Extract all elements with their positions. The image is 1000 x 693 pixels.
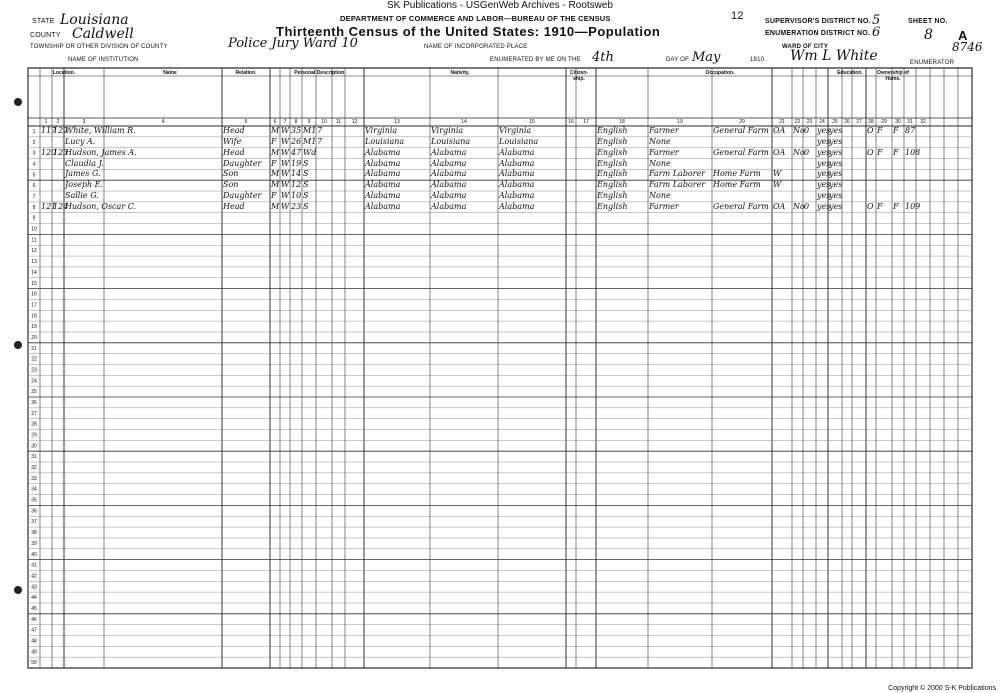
row-5-race-cell: W (281, 169, 290, 179)
sheet-side: A (958, 28, 968, 43)
row-3-family-cell: 123 (53, 147, 69, 157)
row-3-free-cell: F (877, 147, 883, 157)
row-number: 43 (31, 584, 37, 591)
copyright-text: Copyright © 2000 S-K Publications (888, 685, 996, 692)
row-1-out-cell: No (793, 126, 805, 135)
row-4-mother-cell: Alabama (499, 158, 535, 168)
row-5-mother-cell: Alabama (499, 169, 535, 179)
row-2-relation-cell: Wife (223, 136, 242, 146)
occupation-group-header: Occupation. (705, 70, 735, 76)
row-6-class-cell: W (773, 180, 782, 190)
row-8-language-cell: English (597, 201, 628, 211)
row-6-marital-cell: S (303, 180, 309, 190)
column-number: 8 (294, 119, 298, 125)
row-1-farm-cell: F (893, 126, 899, 135)
row-number: 25 (31, 389, 37, 396)
row-1-dwelling-cell: 117 (41, 126, 57, 135)
row-3-mother-cell: Alabama (499, 147, 535, 157)
row-number: 15 (31, 280, 37, 287)
row-3-age-cell: 47 (291, 147, 302, 157)
row-3-name-cell: Hudson, James A. (65, 147, 137, 157)
row-2-years-cell: 7 (317, 136, 323, 146)
column-number: 14 (461, 119, 467, 125)
row-3-dwelling-cell: 120 (41, 147, 57, 157)
row-number: 9 (32, 215, 36, 222)
row-1-age-cell: 35 (291, 126, 302, 135)
column-number: 28 (868, 119, 874, 125)
row-3-out-cell: No (793, 147, 805, 157)
column-number: 15 (529, 119, 535, 125)
ward-label: WARD OF CITY (782, 44, 829, 50)
row-2-marital-cell: M1 (303, 136, 317, 146)
column-number: 22 (794, 119, 801, 125)
personal-group-header: Personal Description. (294, 70, 346, 76)
column-number: 26 (844, 119, 850, 125)
row-7-mother-cell: Alabama (499, 191, 535, 201)
column-number: 16 (568, 119, 574, 125)
row-7-marital-cell: S (303, 191, 309, 201)
row-number: 12 (31, 248, 37, 255)
row-1-weeks-cell: 0 (804, 126, 810, 135)
row-8-name-cell: Hudson, Oscar C. (65, 201, 137, 211)
row-4-language-cell: English (597, 158, 628, 168)
row-6-sex-cell: M (271, 180, 280, 190)
row-6-relation-cell: Son (223, 180, 239, 190)
row-1-years-cell: 7 (317, 126, 323, 135)
row-3-weeks-cell: 0 (804, 147, 810, 157)
row-8-trade-cell: Farmer (649, 201, 679, 211)
row-1-marital-cell: M1 (303, 126, 317, 135)
row-6-industry-cell: Home Farm (713, 180, 761, 190)
row-6-read-cell: yes (817, 180, 831, 190)
row-3-marital-cell: Wd (303, 147, 317, 157)
row-6-write-cell: yes (829, 180, 843, 190)
row-number: 1 (32, 129, 36, 135)
row-1-father-cell: Virginia (431, 126, 464, 135)
row-6-father-cell: Alabama (431, 180, 467, 190)
column-number: 25 (832, 119, 838, 125)
row-6-name-cell: Joseph E. (65, 180, 104, 190)
row-3-trade-cell: Farmer (649, 147, 679, 157)
enumeration-district-value: 6 (872, 25, 881, 40)
row-4-relation-cell: Daughter (223, 158, 262, 168)
row-number: 42 (31, 573, 37, 580)
row-number: 40 (31, 551, 37, 558)
county-value: Caldwell (72, 26, 134, 42)
location-group-header: Location. (52, 70, 76, 76)
row-number: 10 (31, 226, 37, 233)
row-8-age-cell: 23 (291, 201, 302, 211)
row-8-birth-cell: Alabama (365, 201, 401, 211)
row-number: 13 (31, 259, 37, 266)
row-number: 46 (31, 616, 37, 623)
row-number: 50 (31, 660, 37, 667)
row-number: 28 (31, 421, 37, 428)
row-number: 16 (31, 291, 37, 298)
corner-number: 8746 (952, 40, 983, 54)
row-number: 2 (32, 139, 36, 146)
row-number: 18 (31, 313, 37, 320)
row-number: 23 (31, 367, 37, 374)
row-1-free-cell: F (877, 126, 883, 135)
row-5-birth-cell: Alabama (365, 169, 401, 179)
row-3-birth-cell: Alabama (365, 147, 401, 157)
row-5-father-cell: Alabama (431, 169, 467, 179)
row-2-trade-cell: None (649, 136, 671, 146)
row-8-marital-cell: S (303, 201, 309, 211)
row-5-read-cell: yes (817, 169, 831, 179)
row-2-language-cell: English (597, 136, 628, 146)
column-number: 23 (806, 119, 813, 125)
row-number: 22 (31, 356, 37, 363)
row-7-race-cell: W (281, 191, 290, 201)
row-6-mother-cell: Alabama (499, 180, 535, 190)
row-number: 31 (31, 454, 37, 461)
row-7-read-cell: yes (817, 191, 831, 201)
row-8-father-cell: Alabama (431, 201, 467, 211)
row-8-weeks-cell: 0 (804, 201, 810, 211)
column-number: 13 (394, 119, 400, 125)
row-number: 37 (31, 519, 37, 526)
row-8-industry-cell: General Farm (713, 201, 769, 211)
column-number: 5 (244, 119, 248, 125)
row-number: 34 (31, 486, 37, 493)
row-number: 8 (32, 204, 36, 211)
row-4-marital-cell: S (303, 158, 309, 168)
row-2-sex-cell: F (271, 136, 277, 146)
census-title: Thirteenth Census of the United States: 1910—Population (276, 24, 661, 39)
row-number: 27 (31, 410, 37, 417)
row-8-out-cell: No (793, 201, 805, 211)
column-number: 3 (82, 119, 86, 125)
enumerated-month: May (692, 50, 721, 65)
row-1-trade-cell: Farmer (649, 126, 679, 135)
enumeration-district-label: ENUMERATION DISTRICT NO. (765, 30, 871, 37)
row-1-relation-cell: Head (223, 126, 245, 135)
row-1-sched-cell: 87 (905, 126, 916, 135)
row-8-sched-cell: 109 (905, 201, 921, 211)
row-1-race-cell: W (281, 126, 290, 135)
row-8-farm-cell: F (893, 201, 899, 211)
row-number: 49 (31, 649, 37, 656)
row-4-race-cell: W (281, 158, 290, 168)
row-2-race-cell: W (281, 136, 290, 146)
row-number: 21 (31, 345, 37, 352)
state-value: Louisiana (60, 12, 129, 28)
row-8-sex-cell: M (271, 201, 280, 211)
row-number: 32 (31, 465, 37, 472)
row-8-family-cell: 124 (53, 201, 69, 211)
row-number: 4 (32, 161, 36, 168)
row-3-father-cell: Alabama (431, 147, 467, 157)
enumerator-signature: Wm L White (790, 48, 878, 64)
row-number: 45 (31, 605, 37, 612)
row-7-birth-cell: Alabama (365, 191, 401, 201)
county-label: COUNTY (30, 32, 61, 39)
row-4-trade-cell: None (649, 158, 671, 168)
row-4-name-cell: Claudia J. (65, 158, 104, 168)
column-number: 12 (351, 119, 358, 125)
row-2-father-cell: Louisiana (431, 136, 471, 146)
row-number: 7 (32, 194, 36, 201)
row-3-read-cell: yes (817, 147, 831, 157)
column-number: 7 (283, 119, 287, 125)
row-7-sex-cell: F (271, 191, 277, 201)
row-3-class-cell: OA (773, 147, 786, 157)
column-number: 32 (920, 119, 926, 125)
row-number: 48 (31, 638, 37, 645)
row-7-trade-cell: None (649, 191, 671, 201)
row-number: 3 (32, 150, 36, 157)
row-3-relation-cell: Head (223, 147, 245, 157)
row-6-language-cell: English (597, 180, 628, 190)
column-number: 17 (583, 119, 589, 125)
row-8-class-cell: OA (773, 201, 786, 211)
row-7-write-cell: yes (829, 191, 843, 201)
site-title: SK Publications - USGenWeb Archives - Rootsweb (386, 0, 614, 11)
row-number: 41 (31, 562, 37, 569)
year-suffix: 1910. (750, 57, 767, 63)
row-number: 19 (31, 324, 37, 331)
column-number: 20 (739, 119, 745, 125)
row-1-family-cell: 122 (53, 126, 69, 135)
sheet-label: SHEET NO. (908, 18, 948, 25)
row-number: 38 (31, 530, 37, 537)
row-3-farm-cell: F (893, 147, 899, 157)
citizenship-group-header: Citizen-ship. (569, 70, 589, 82)
row-7-name-cell: Sallie G. (65, 191, 99, 201)
state-label: STATE (32, 18, 55, 25)
row-number: 26 (31, 400, 37, 406)
column-number: 2 (56, 119, 60, 125)
column-number: 30 (895, 119, 901, 125)
ownership-group-header: Ownership of Home. (877, 70, 909, 82)
column-number: 11 (335, 119, 342, 125)
row-1-name-cell: White, William R. (65, 126, 136, 135)
enumerated-label: ENUMERATED BY ME ON THE (490, 57, 581, 63)
row-2-birth-cell: Louisiana (365, 136, 405, 146)
column-number: 18 (619, 119, 625, 125)
page-stamp: 12 (731, 10, 744, 22)
row-2-mother-cell: Louisiana (499, 136, 539, 146)
enumerator-label: ENUMERATOR (910, 60, 955, 66)
column-number: 21 (779, 119, 785, 125)
supervisor-district-label: SUPERVISOR'S DISTRICT NO. (765, 18, 871, 25)
row-1-write-cell: yes (829, 126, 843, 135)
row-number: 5 (32, 172, 36, 179)
row-5-name-cell: James G. (65, 169, 101, 179)
row-8-race-cell: W (281, 201, 290, 211)
row-6-race-cell: W (281, 180, 290, 190)
row-8-own-cell: O (867, 201, 874, 211)
row-number: 11 (31, 237, 37, 244)
row-3-industry-cell: General Farm (713, 147, 769, 157)
column-number: 9 (307, 119, 311, 125)
row-number: 39 (31, 540, 37, 547)
row-5-write-cell: yes (829, 169, 843, 179)
row-number: 44 (31, 595, 37, 602)
column-number: 19 (677, 119, 683, 125)
row-3-sex-cell: M (271, 147, 280, 157)
row-7-relation-cell: Daughter (223, 191, 262, 201)
row-5-sex-cell: M (271, 169, 280, 179)
row-8-write-cell: yes (829, 201, 843, 211)
column-number: 29 (881, 119, 887, 125)
row-number: 30 (31, 443, 37, 450)
row-2-age-cell: 26 (291, 136, 302, 146)
column-number: 6 (273, 119, 277, 125)
row-1-mother-cell: Virginia (499, 126, 532, 135)
township-value: Police Jury Ward 10 (228, 36, 358, 51)
row-number: 17 (31, 302, 37, 309)
row-1-birth-cell: Virginia (365, 126, 398, 135)
column-number: 10 (321, 119, 327, 125)
row-3-race-cell: W (281, 147, 290, 157)
row-3-own-cell: O (867, 147, 874, 157)
row-number: 14 (31, 269, 37, 276)
row-2-write-cell: yes (829, 136, 843, 146)
row-1-sex-cell: M (271, 126, 280, 135)
row-4-write-cell: yes (829, 158, 843, 168)
institution-label: NAME OF INSTITUTION (68, 57, 139, 63)
row-number: 36 (31, 508, 37, 515)
township-label: TOWNSHIP OR OTHER DIVISION OF COUNTY (30, 44, 168, 50)
sheet-value: 8 (924, 27, 933, 43)
incorporated-place-label: NAME OF INCORPORATED PLACE (424, 44, 528, 50)
nativity-group-header: Nativity. (450, 70, 470, 76)
row-1-class-cell: OA (773, 126, 786, 135)
row-6-age-cell: 12 (291, 180, 302, 190)
row-number: 33 (31, 475, 37, 482)
row-8-dwelling-cell: 121 (41, 201, 57, 211)
row-number: 47 (31, 627, 37, 634)
row-7-language-cell: English (597, 191, 628, 201)
row-4-father-cell: Alabama (431, 158, 467, 168)
day-of-label: DAY OF (666, 57, 689, 63)
row-number: 6 (32, 183, 36, 190)
row-1-language-cell: English (597, 126, 628, 135)
row-4-sex-cell: F (271, 158, 277, 168)
department-heading: DEPARTMENT OF COMMERCE AND LABOR—BUREAU OF THE CENSUS (340, 14, 611, 23)
row-2-read-cell: yes (817, 136, 831, 146)
row-6-trade-cell: Farm Laborer (649, 180, 706, 190)
row-1-read-cell: yes (817, 126, 831, 135)
row-5-class-cell: W (773, 169, 782, 179)
relation-group-header: Relation. (235, 70, 257, 76)
column-number: 31 (907, 119, 913, 125)
row-number: 20 (31, 334, 37, 341)
row-4-birth-cell: Alabama (365, 158, 401, 168)
row-1-industry-cell: General Farm (713, 126, 769, 135)
row-5-trade-cell: Farm Laborer (649, 169, 706, 179)
column-number: 1 (44, 119, 48, 125)
row-number: 24 (31, 378, 37, 385)
row-7-age-cell: 10 (291, 191, 302, 201)
supervisor-district-value: 5 (872, 13, 881, 28)
row-number: 29 (31, 432, 37, 439)
enumerated-day: 4th (592, 50, 614, 65)
row-1-own-cell: O (867, 126, 874, 135)
row-8-read-cell: yes (817, 201, 831, 211)
row-3-sched-cell: 108 (905, 147, 921, 157)
row-5-industry-cell: Home Farm (713, 169, 761, 179)
row-8-free-cell: F (877, 201, 883, 211)
row-5-relation-cell: Son (223, 169, 239, 179)
row-8-mother-cell: Alabama (499, 201, 535, 211)
column-number: 27 (856, 119, 862, 125)
row-5-language-cell: English (597, 169, 628, 179)
row-4-read-cell: yes (817, 158, 831, 168)
name-group-header: Name (163, 70, 177, 76)
column-number: 24 (819, 119, 825, 125)
row-6-birth-cell: Alabama (365, 180, 401, 190)
row-5-marital-cell: S (303, 169, 309, 179)
row-4-age-cell: 19 (291, 158, 302, 168)
row-7-father-cell: Alabama (431, 191, 467, 201)
row-5-age-cell: 14 (291, 169, 302, 179)
row-3-language-cell: English (597, 147, 628, 157)
row-8-relation-cell: Head (223, 201, 245, 211)
row-number: 35 (31, 497, 37, 504)
row-3-write-cell: yes (829, 147, 843, 157)
row-2-name-cell: Lucy A. (65, 136, 96, 146)
column-number: 4 (161, 119, 165, 125)
education-group-header: Education. (837, 70, 863, 76)
